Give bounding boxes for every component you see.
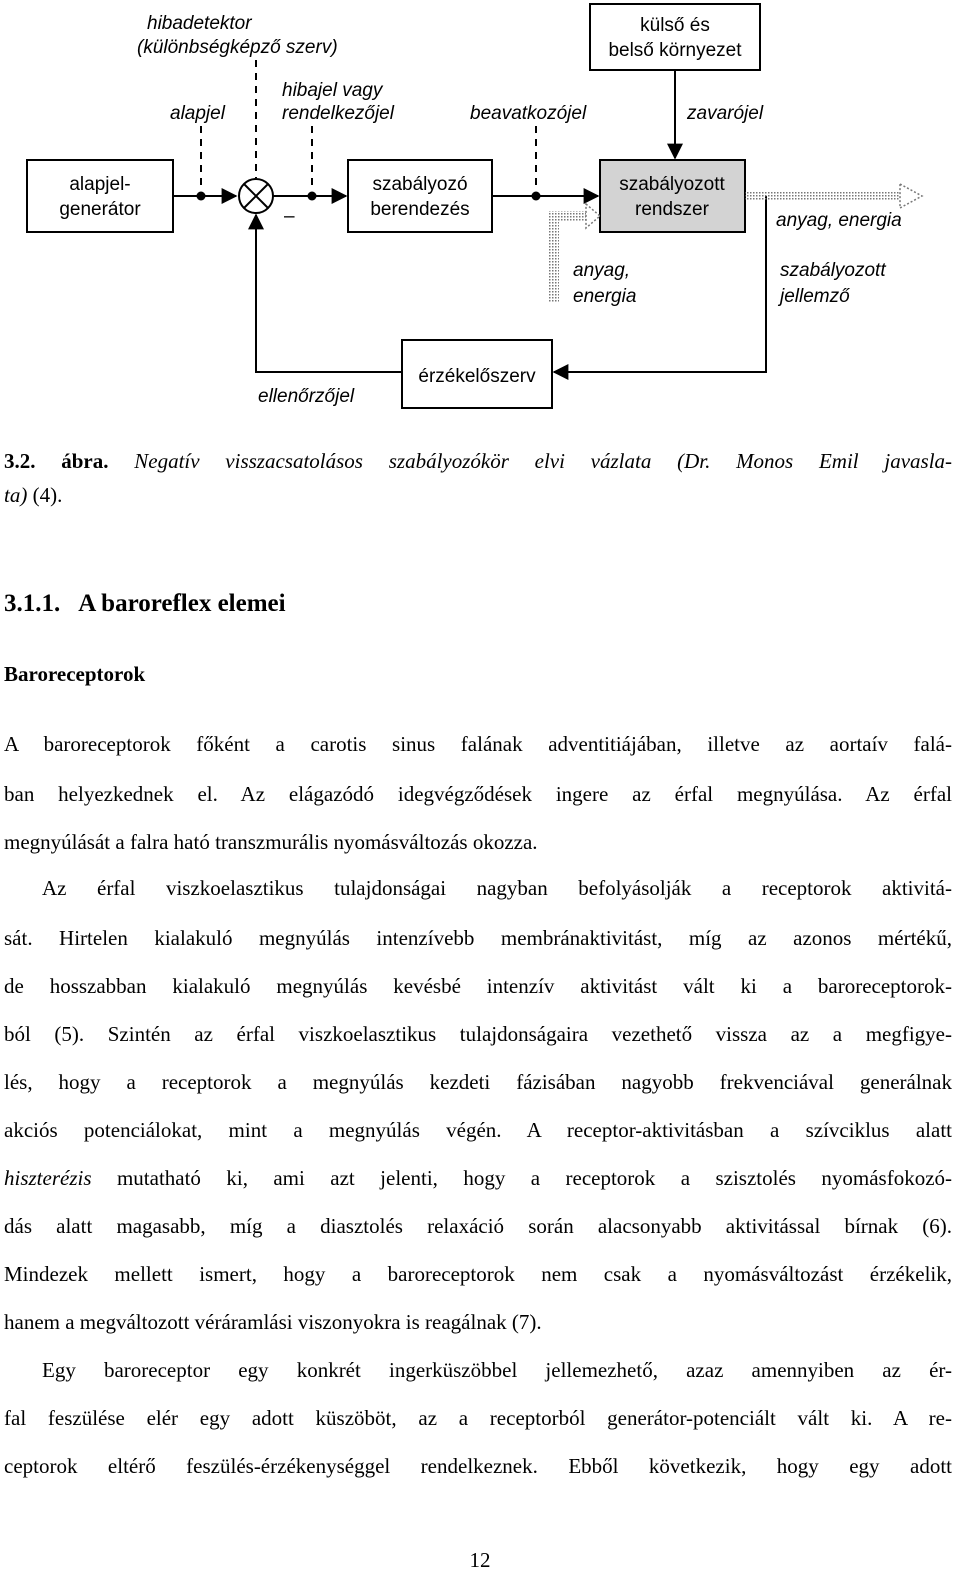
p2-line-2: sát. Hirtelen kialakuló megnyúlás intenzívebb membránaktivitást, míg az azonos mértékű, [4,926,952,950]
p2-line-7 [4,1166,952,1191]
szabalyozott-jellemzo-label-2: jellemző [780,286,850,307]
szabalyozo-berendezes-box [348,160,492,232]
p2-line-7-rest: mutatható ki, ami azt jelenti, hogy a receptorok a szisztolés nyomásfokozó- [116,1166,953,1190]
subsection-heading: Baroreceptorok [4,662,146,686]
section-heading [4,590,286,618]
kulso-label-1: külső és [640,15,710,36]
p1-line-2: ban helyezkednek el. Az elágazódó idegvégződések ingere az érfal megnyúlása. Az érfal [4,782,952,806]
berendezes-label-2: berendezés [370,199,470,220]
p2-line-1: Az érfal viszkoelasztikus tulajdonságai nagyban befolyásolják a receptorok aktivitá- [42,876,952,900]
anyag-in-label-2: energia [573,286,637,307]
minus-sign: – [284,206,295,227]
signal-dot-hibajel [308,192,317,201]
hibadetektor-label-2: (különbségképző szerv) [137,37,338,58]
anyag-in-label-1: anyag, [573,260,631,281]
alapjelgen-label-2: generátor [59,199,141,220]
figure-caption [4,444,952,512]
anyag-energia-output-arrow [745,184,922,208]
section-number: 3.1.1. [4,590,61,617]
kulso-label-2: belső környezet [608,40,742,61]
berendezes-label-1: szabályozó [372,174,468,195]
p2-line-3: de hosszabban kialakuló megnyúlás kevésbé intenzív aktivitást vált ki a baroreceptorok- [4,974,952,998]
p3-line-1: Egy baroreceptor egy konkrét ingerküszöbbel jellemezhető, azaz amennyiben az ér- [42,1358,952,1382]
p3-line-2: fal feszülése elér egy adott küszöböt, az a receptorból generátor-potenciált vált ki. A re- [4,1406,952,1430]
rendszer-label-2: rendszer [635,199,709,220]
hiszterezis-term: hiszterézis [4,1166,92,1190]
p2-line-9: Mindezek mellett ismert, hogy a baroreceptorok nem csak a nyomásváltozást érzékelik, [4,1262,952,1286]
p3-line-3: ceptorok eltérő feszülés-érzékenységgel rendelkeznek. Ebből következik, hogy egy adott [4,1454,952,1478]
alapjel-label: alapjel [170,103,225,124]
page-number: 12 [469,1548,491,1572]
erzekelo-label: érzékelőszerv [418,366,536,387]
p2-line-4: ból (5). Szintén az érfal viszkoelasztikus tulajdonságaira vezethető vissza az a megfigye- [4,1022,952,1046]
caption-text-1: Negatív visszacsatolásos szabályozókör elvi vázlata (Dr. Monos Emil javasla- [134,449,953,473]
zavarojel-label: zavarójel [687,103,764,124]
ellenorzojel-arrow [256,215,402,372]
section-title: A baroreflex elemei [78,590,286,617]
szabalyozott-jellemzo-label-1: szabályozott [780,260,886,281]
beavatkozojel-label: beavatkozójel [470,103,587,124]
szabalyozott-rendszer-box [600,160,745,232]
anyag-energia-out-label: anyag, energia [776,210,902,231]
rendszer-label-1: szabályozott [619,174,725,195]
p2-line-6: akciós potenciálokat, mint a megnyúlás végén. A receptor-aktivitásban a szívciklus alatt [4,1118,952,1142]
ellenorzojel-label: ellenőrzőjel [258,386,355,407]
caption-label: 3.2. ábra. [4,449,109,473]
signal-dot-beavatkozo [532,192,541,201]
signal-dot-alapjel [197,192,206,201]
p1-line-1: A baroreceptorok főként a carotis sinus falának adventitiájában, illetve az aortaív falá- [4,732,952,756]
alapjelgen-label-1: alapjel- [69,174,131,195]
summing-junction-icon [239,179,273,213]
hibadetektor-label-1: hibadetektor [147,13,252,34]
caption-text-2: ta) [4,483,28,507]
alapjel-generator-box [27,160,173,232]
hibajel-label-1: hibajel vagy [282,80,383,101]
control-loop-diagram [0,0,960,420]
p1-line-3: megnyúlását a falra ható transzmurális nyomásváltozás okozza. [4,830,538,854]
caption-ref: (4). [32,483,63,507]
hibajel-label-2: rendelkezőjel [282,103,394,124]
p2-line-5: lés, hogy a receptorok a megnyúlás kezdeti fázisában nagyobb frekvenciával generálnak [4,1070,952,1094]
p2-line-10: hanem a megváltozott véráramlási viszonyokra is reagálnak (7). [4,1310,542,1334]
p2-line-8: dás alatt magasabb, míg a diasztolés relaxáció során alacsonyabb aktivitással bírnak (6). [4,1214,952,1238]
